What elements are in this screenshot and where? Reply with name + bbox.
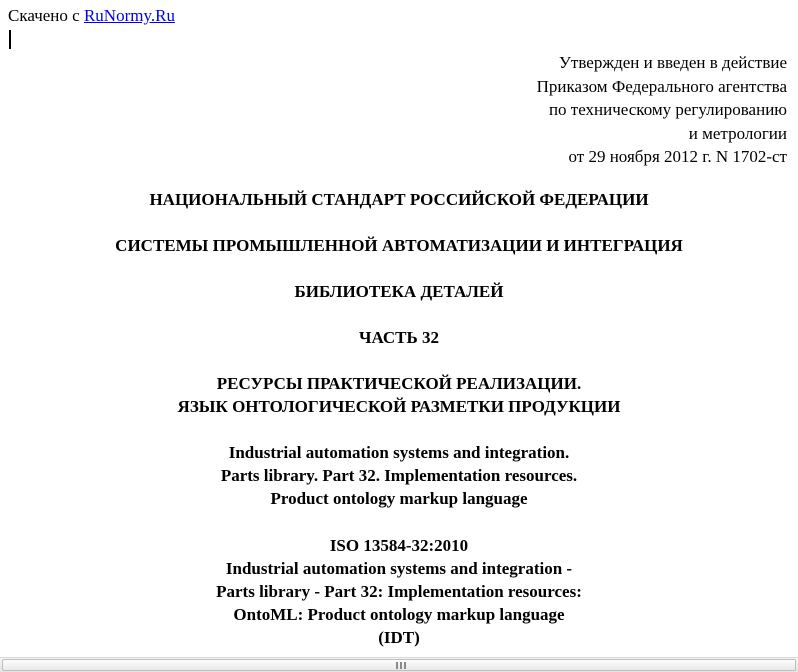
identity-marker: (IDT) [378,628,420,647]
approval-line: по техническому регулированию [548,100,787,119]
text-cursor [9,30,11,49]
english-title-line: Industrial automation systems and integration. [228,443,570,462]
scrollbar-thumb[interactable] [2,659,796,671]
russian-title [0,372,798,418]
russian-title-line: РЕСУРСЫ ПРАКТИЧЕСКОЙ РЕАЛИЗАЦИИ. [216,374,582,393]
standard-type-heading: НАЦИОНАЛЬНЫЙ СТАНДАРТ РОССИЙСКОЙ ФЕДЕРАЦИИ [149,190,649,209]
approval-line: от 29 ноября 2012 г. N 1702-ст [568,147,787,166]
library-heading: БИБЛИОТЕКА ДЕТАЛЕЙ [294,282,504,301]
source-prefix: Скачено с [8,6,84,25]
part-heading: ЧАСТЬ 32 [358,328,439,347]
approval-line: Приказом Федерального агентства [536,76,787,96]
iso-title-line: Industrial automation systems and integration - [225,559,573,578]
iso-title-line: Parts library - Part 32: Implementation resources: [216,582,582,601]
standard-series-heading: СИСТЕМЫ ПРОМЫШЛЕННОЙ АВТОМАТИЗАЦИИ И ИНТЕГРАЦИЯ [115,236,683,255]
iso-title-line: OntoML: Product ontology markup language [233,605,565,624]
english-title [0,441,798,510]
iso-reference [0,534,798,649]
approval-block [537,51,787,169]
iso-code: ISO 13584-32:2010 [329,536,469,555]
russian-title-line: ЯЗЫК ОНТОЛОГИЧЕСКОЙ РАЗМЕТКИ ПРОДУКЦИИ [177,397,621,416]
horizontal-scrollbar[interactable] [0,657,798,672]
grip-icon [396,662,406,669]
approval-line: Утвержден и введен в действие [558,53,787,72]
source-line [8,5,175,27]
english-title-line: Parts library. Part 32. Implementation resources. [220,466,578,485]
approval-line: и метрологии [688,123,787,143]
english-title-line: Product ontology markup language [270,489,528,508]
source-link[interactable]: RuNormy.Ru [83,6,175,25]
